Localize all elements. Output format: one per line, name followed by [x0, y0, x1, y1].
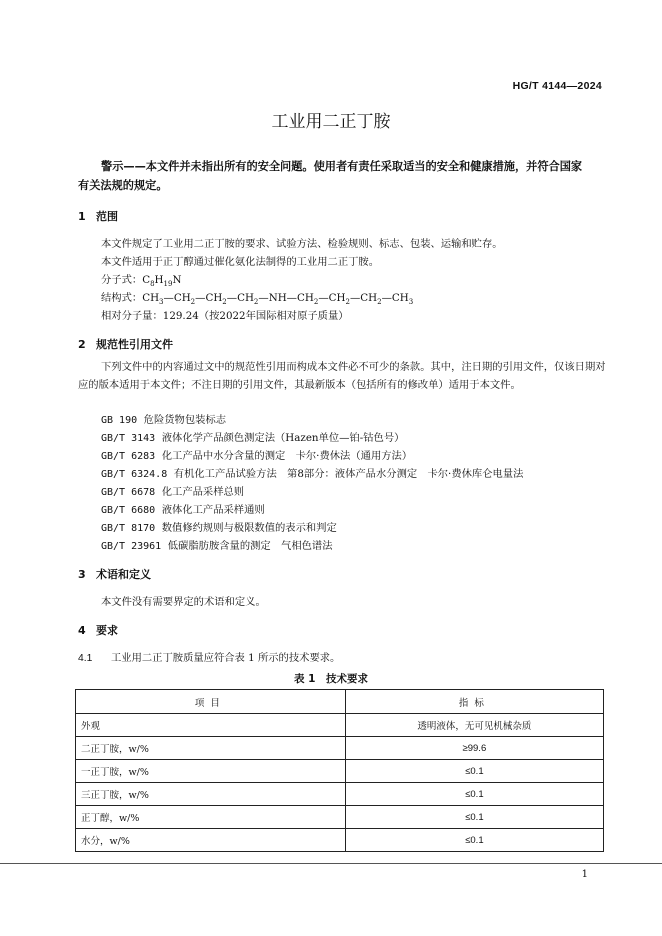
reference-code: GB/T 6324.8 — [101, 469, 168, 480]
reference-title: 化工产品中水分含量的测定 卡尔·费休法（通用方法） — [161, 450, 413, 462]
document-title: 工业用二正丁胺 — [271, 112, 391, 132]
item-cell: 水分，w/% — [76, 829, 346, 852]
normative-intro: 下列文件中的内容通过文中的规范性引用而构成本文件必不可少的条款。其中，注日期的引用文件，仅该日期对应的版本适用于本文件；不注日期的引用文件，其最新版本（包括所有的修改单）适用于本文件。 — [78, 361, 606, 391]
standard-number: HG/T 4144—2024 — [512, 80, 602, 92]
section-number: 1 — [78, 210, 86, 223]
reference-code: GB 190 — [101, 415, 138, 426]
reference-item — [101, 447, 412, 462]
reference-item — [101, 411, 226, 426]
terms-paragraph: 本文件没有需要界定的术语和定义。 — [101, 596, 266, 608]
requirements-table — [75, 689, 604, 852]
value-cell: ≤0.1 — [345, 783, 603, 806]
table-row — [76, 737, 604, 760]
reference-title: 数值修约规则与极限数值的表示和判定 — [161, 522, 337, 534]
reference-title: 化工产品采样总则 — [161, 486, 245, 498]
reference-code: GB/T 6283 — [101, 451, 156, 462]
reference-code: GB/T 6678 — [101, 487, 156, 498]
clause-text: 工业用二正丁胺质量应符合表 1 所示的技术要求。 — [111, 652, 341, 664]
section-3-heading — [78, 566, 151, 582]
column-header-index: 指标 — [345, 690, 603, 714]
section-2-heading — [78, 336, 173, 352]
footer-divider — [0, 863, 662, 864]
item-cell: 一正丁胺，w/% — [76, 760, 346, 783]
warning-line-2: 有关法规的规定。 — [78, 179, 168, 192]
warning-paragraph — [78, 157, 612, 195]
section-title: 规范性引用文件 — [96, 338, 173, 351]
value-cell: ≤0.1 — [345, 829, 603, 852]
section-number: 3 — [78, 568, 86, 581]
clause-number: 4.1 — [78, 653, 93, 664]
reference-title: 低碳脂肪胺含量的测定 气相色谱法 — [167, 540, 333, 552]
reference-item — [101, 429, 404, 444]
value-cell: ≥99.6 — [345, 737, 603, 760]
structure-label: 结构式： — [101, 292, 143, 304]
section-1-heading — [78, 208, 118, 224]
molecular-formula: 分子式：$C_8H_{19}N$ — [101, 274, 182, 289]
table-row — [76, 806, 604, 829]
molecular-mass: 相对分子量：129.24（按2022年国际相对原子质量） — [101, 310, 349, 322]
section-number: 4 — [78, 624, 86, 637]
reference-code: GB/T 23961 — [101, 541, 162, 552]
table-caption: 表 1 技术要求 — [294, 673, 368, 685]
reference-item — [101, 465, 523, 480]
reference-title: 液体化工产品采样通则 — [161, 504, 265, 516]
section-title: 术语和定义 — [96, 568, 151, 581]
section-4-heading — [78, 622, 118, 638]
value-cell: ≤0.1 — [345, 806, 603, 829]
reference-title: 液体化学产品颜色测定法（Hazen单位—铂-钴色号） — [161, 432, 405, 444]
value-cell: 透明液体，无可见机械杂质 — [345, 714, 603, 737]
table-header-row — [76, 690, 604, 714]
table-row — [76, 760, 604, 783]
reference-code: GB/T 3143 — [101, 433, 156, 444]
reference-item — [101, 537, 333, 552]
warning-line-1: 警示——本文件并未指出所有的安全问题。使用者有责任采取适当的安全和健康措施，并符合国家 — [101, 160, 583, 173]
reference-item — [101, 501, 265, 516]
reference-title: 危险货物包装标志 — [143, 414, 227, 426]
section-title: 要求 — [96, 624, 118, 637]
clause-4-1 — [78, 649, 340, 664]
scope-paragraph-1: 本文件规定了工业用二正丁胺的要求、试验方法、检验规则、标志、包装、运输和贮存。 — [101, 238, 503, 250]
section-title: 范围 — [96, 210, 118, 223]
page-number: 1 — [581, 869, 588, 880]
reference-item — [101, 483, 244, 498]
item-cell: 正丁醇，w/% — [76, 806, 346, 829]
scope-paragraph-2: 本文件适用于正丁醇通过催化氨化法制得的工业用二正丁胺。 — [101, 256, 380, 268]
column-header-item: 项目 — [76, 690, 346, 714]
section-number: 2 — [78, 338, 86, 351]
reference-title: 有机化工产品试验方法 第8部分：液体产品水分测定 卡尔·费休库仑电量法 — [173, 468, 524, 480]
table-row — [76, 783, 604, 806]
item-cell: 二正丁胺，w/% — [76, 737, 346, 760]
table-row — [76, 714, 604, 737]
item-cell: 外观 — [76, 714, 346, 737]
reference-code: GB/T 8170 — [101, 523, 156, 534]
table-row — [76, 829, 604, 852]
reference-item — [101, 519, 337, 534]
structural-formula: 结构式：$CH_3—CH_2—CH_2—CH_2—NH—CH_2—CH_2—CH_2—CH_3$ — [101, 292, 414, 307]
value-cell: ≤0.1 — [345, 760, 603, 783]
formula-label: 分子式： — [101, 274, 143, 286]
reference-code: GB/T 6680 — [101, 505, 156, 516]
item-cell: 三正丁胺，w/% — [76, 783, 346, 806]
